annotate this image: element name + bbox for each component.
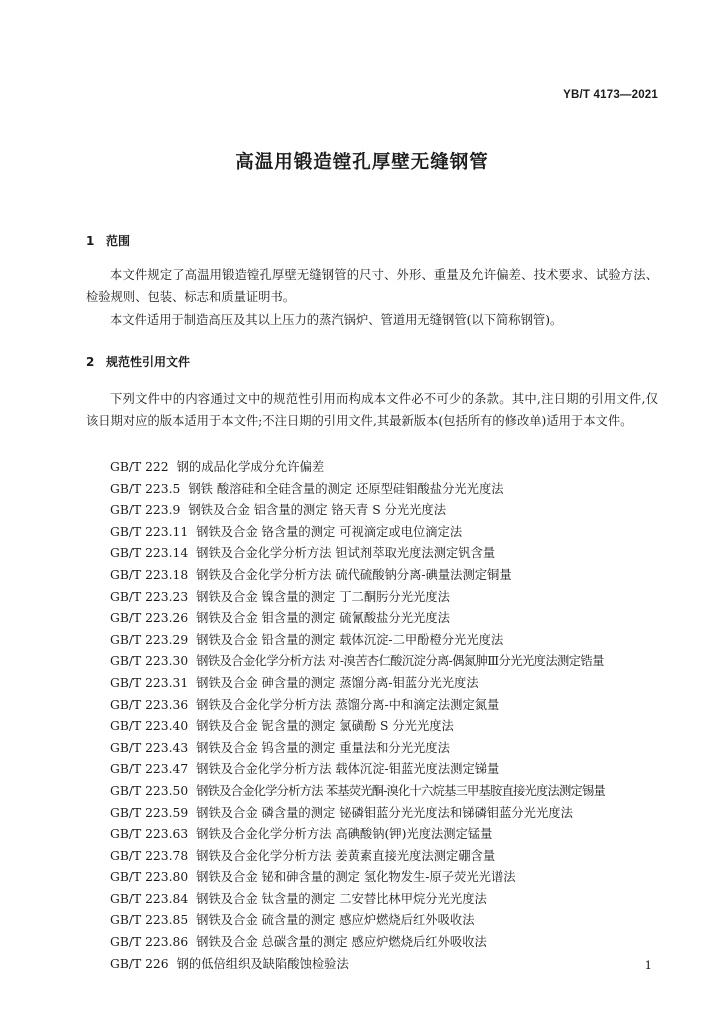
reference-code: GB/T 223.47: [110, 762, 189, 777]
reference-title: 钢铁及合金 硫含量的测定 感应炉燃烧后红外吸收法: [196, 913, 475, 928]
reference-code: GB/T 223.9: [110, 503, 181, 518]
reference-title: 钢铁及合金 镍含量的测定 丁二酮肟分光光度法: [196, 589, 450, 604]
reference-item: [110, 630, 670, 652]
reference-title: 钢铁及合金 铋和砷含量的测定 氢化物发生-原子荧光光谱法: [196, 870, 516, 885]
reference-title: 钢铁及合金 铝含量的测定 铬天青 S 分光光度法: [188, 503, 447, 518]
reference-title: 钢铁及合金 钛含量的测定 二安替比林甲烷分光光度法: [196, 891, 487, 906]
reference-title: 钢铁及合金化学分析方法 苯基荧光酮-溴化十六烷基三甲基胺直接光度法测定锡量: [196, 783, 605, 798]
reference-title: 钢铁及合金 铅含量的测定 载体沉淀-二甲酚橙分光光度法: [196, 632, 504, 647]
reference-item: [110, 932, 670, 954]
document-title: 高温用锻造镗孔厚壁无缝钢管: [235, 152, 489, 173]
reference-title: 钢的成品化学成分允许偏差: [176, 460, 325, 474]
reference-code: GB/T 223.80: [110, 870, 189, 885]
reference-code: GB/T 223.5: [110, 481, 181, 496]
section-heading-scope: [86, 232, 130, 249]
reference-item: [110, 759, 670, 781]
reference-title: 钢铁及合金化学分析方法 蒸馏分离-中和滴定法测定氮量: [196, 697, 500, 712]
reference-code: GB/T 223.36: [110, 697, 189, 712]
reference-title: 钢铁及合金 砷含量的测定 蒸馏分离-钼蓝分光光度法: [196, 675, 479, 690]
reference-code: GB/T 223.23: [110, 589, 189, 604]
reference-code: GB/T 226: [110, 956, 169, 971]
page-number: 1: [644, 958, 652, 972]
scope-paragraph-1: 本文件规定了高温用锻造镗孔厚壁无缝钢管的尺寸、外形、重量及允许偏差、技术要求、试验方法、检验规则、包装、标志和质量证明书。: [86, 268, 658, 304]
reference-code: GB/T 223.84: [110, 891, 189, 906]
reference-item: [110, 716, 670, 738]
reference-item: [110, 673, 670, 695]
reference-item: [110, 738, 670, 760]
reference-code: GB/T 222: [110, 460, 169, 474]
reference-title: 钢铁及合金化学分析方法 载体沉淀-钼蓝光度法测定锑量: [196, 762, 500, 777]
reference-title: 钢铁及合金 钼含量的测定 硫氰酸盐分光光度法: [196, 611, 450, 626]
reference-item: [110, 846, 670, 868]
reference-title: 钢铁及合金 铬含量的测定 可视滴定或电位滴定法: [196, 524, 463, 539]
reference-code: GB/T 223.31: [110, 675, 189, 690]
reference-code: GB/T 223.43: [110, 740, 189, 755]
reference-code: GB/T 223.86: [110, 935, 189, 950]
reference-code: GB/T 223.40: [110, 719, 189, 734]
reference-code: GB/T 223.18: [110, 567, 189, 582]
reference-code: GB/T 223.78: [110, 848, 189, 863]
reference-code: GB/T 223.85: [110, 913, 189, 928]
reference-title: 钢铁及合金 铌含量的测定 氯磺酚 S 分光光度法: [196, 719, 454, 734]
section-title: 规范性引用文件: [106, 355, 191, 369]
reference-item: [110, 954, 670, 976]
reference-item: [110, 651, 670, 673]
reference-item: [110, 803, 670, 825]
reference-item: [110, 500, 670, 522]
reference-title: 钢的低倍组织及缺陷酸蚀检验法: [176, 956, 349, 971]
references-intro-paragraph: 下列文件中的内容通过文中的规范性引用而构成本文件必不可少的条款。其中,注日期的引用文件,仅该日期对应的版本适用于本文件;不注日期的引用文件,其最新版本(包括所有的修改单)适用于本文件。: [86, 392, 658, 428]
reference-title: 钢铁及合金 磷含量的测定 铋磷钼蓝分光光度法和锑磷钼蓝分光光度法: [196, 805, 573, 820]
reference-item: [110, 522, 670, 544]
reference-title: 钢铁及合金化学分析方法 硫代硫酸钠分离-碘量法测定铜量: [196, 567, 512, 582]
reference-title: 钢铁及合金化学分析方法 姜黄素直接光度法测定硼含量: [196, 848, 496, 863]
reference-item: [110, 543, 670, 565]
reference-title: 钢铁及合金 钨含量的测定 重量法和分光光度法: [196, 740, 450, 755]
reference-item: [110, 608, 670, 630]
reference-title: 钢铁 酸溶硅和全硅含量的测定 还原型硅钼酸盐分光光度法: [188, 481, 504, 496]
reference-code: GB/T 223.30: [110, 654, 189, 669]
section-number: 2: [86, 355, 95, 369]
reference-item: [110, 565, 670, 587]
reference-item: [110, 910, 670, 932]
reference-item: [110, 457, 670, 479]
reference-code: GB/T 223.11: [110, 524, 189, 539]
reference-title: 钢铁及合金化学分析方法 钽试剂萃取光度法测定钒含量: [196, 546, 496, 561]
section-title: 范围: [106, 234, 131, 248]
reference-list: [110, 457, 670, 975]
reference-item: [110, 889, 670, 911]
reference-title: 钢铁及合金化学分析方法 对-溴苦杏仁酸沉淀分离-偶氮胂Ⅲ分光光度法测定锆量: [196, 654, 604, 669]
section-number: 1: [86, 234, 95, 248]
standard-code: YB/T 4173—2021: [563, 89, 658, 101]
scope-paragraph-2: 本文件适用于制造高压及其以上压力的蒸汽锅炉、管道用无缝钢管(以下简称钢管)。: [110, 313, 563, 327]
reference-item: [110, 824, 670, 846]
reference-code: GB/T 223.29: [110, 632, 189, 647]
reference-code: GB/T 223.50: [110, 783, 189, 798]
reference-code: GB/T 223.59: [110, 805, 189, 820]
reference-item: [110, 867, 670, 889]
reference-code: GB/T 223.14: [110, 546, 189, 561]
reference-code: GB/T 223.26: [110, 611, 189, 626]
reference-code: GB/T 223.63: [110, 827, 189, 842]
reference-item: [110, 587, 670, 609]
reference-item: [110, 695, 670, 717]
reference-title: 钢铁及合金化学分析方法 高碘酸钠(钾)光度法测定锰量: [196, 827, 493, 842]
reference-item: [110, 479, 670, 501]
reference-title: 钢铁及合金 总碳含量的测定 感应炉燃烧后红外吸收法: [196, 935, 487, 950]
section-heading-normative-references: [86, 353, 190, 370]
reference-item: [110, 781, 670, 803]
